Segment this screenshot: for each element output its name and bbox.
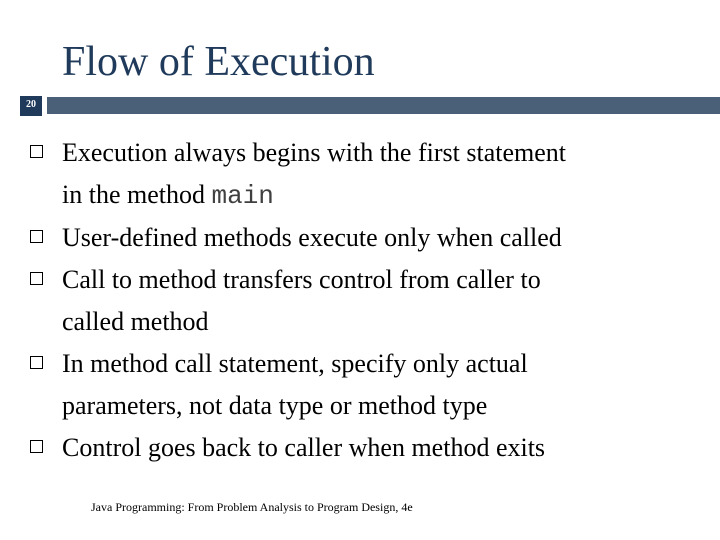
bullet-text-continuation: parameters, not data type or method type (62, 391, 488, 420)
checkbox-icon (30, 356, 43, 369)
bullet-text: User-defined methods execute only when called (62, 223, 562, 252)
checkbox-icon (30, 145, 43, 158)
bullet-item (30, 259, 710, 343)
bullet-text: Call to method transfers control from caller to (62, 265, 541, 294)
checkbox-icon (30, 272, 43, 285)
bullet-text-prefix: in the method (62, 180, 212, 209)
bullet-text: Control goes back to caller when method exits (62, 433, 546, 462)
page-number: 20 (26, 99, 36, 110)
checkbox-icon (30, 230, 43, 243)
bullet-item (30, 343, 710, 427)
slide-title: Flow of Execution (62, 39, 375, 85)
bullet-list (30, 132, 710, 469)
bullet-item (30, 132, 710, 217)
slide-footer: Java Programming: From Problem Analysis to Program Design, 4e (91, 500, 413, 514)
bullet-item (30, 427, 710, 469)
code-text: main (211, 181, 274, 211)
bullet-text-continuation: called method (62, 307, 209, 336)
bullet-item (30, 217, 710, 259)
bullet-text-continuation (62, 174, 710, 217)
header-bar (47, 97, 720, 114)
checkbox-icon (30, 440, 43, 453)
bullet-text: In method call statement, specify only actual (62, 349, 528, 378)
bullet-text: Execution always begins with the first statement (62, 138, 566, 167)
page-number-box (20, 96, 42, 116)
